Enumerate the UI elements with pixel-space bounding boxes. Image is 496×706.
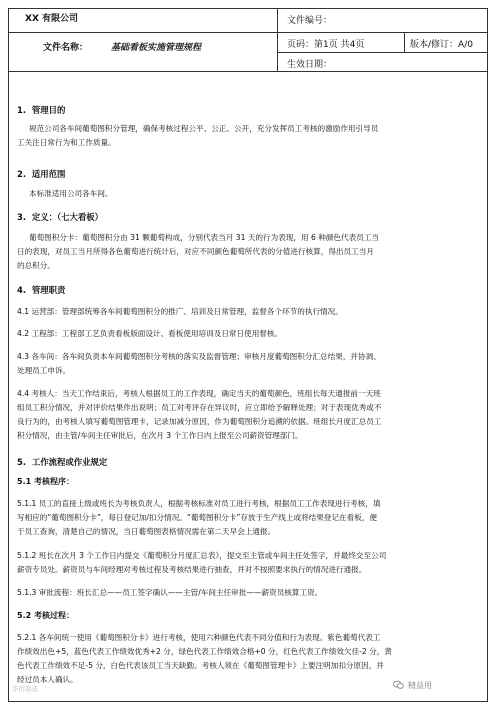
brand-watermark: 精益用	[408, 681, 432, 690]
faint-watermark: 华侨制造	[12, 685, 38, 693]
paragraph-line: 5.1.3 审批流程：班长汇总——员工签字确认——主管/车间主任审批——薪资员核算工资。	[17, 588, 323, 597]
paragraph-line: 5.1.1 员工的直接上级或班长为考核负责人，根据考核标准对员工进行考核，根据员工工作表现进行考核，填	[17, 499, 381, 508]
page-info: 页码：第1页 共4页	[287, 40, 365, 50]
paragraph-line: 本标准适用公司各车间。	[29, 189, 113, 198]
document-body	[8, 72, 488, 702]
paragraph-line: 薪资专员处。薪资员与车间经理对考核过程及考核结果进行抽查，并对不按照要求执行的情况进行通报。	[17, 565, 367, 574]
paragraph-line: 处理员工申诉。	[17, 366, 71, 375]
paragraph-line: 5.2.1 各车间统一使用《葡萄图积分卡》进行考核，使用六种颜色代表不同分值和行为表现。紫色葡萄代表工	[17, 633, 381, 642]
paragraph-line: 5.1.2 班长在次月 3 个工作日内提交《葡萄积分月度汇总表》，提交至主管或车间主任处签字，并最终交至公司	[17, 551, 387, 560]
paragraph-line: 工关注日常行为和工作质量。	[17, 138, 116, 147]
section-5-heading: 5. 工作流程或作业规定	[17, 457, 108, 467]
paragraph-line: 的总积分。	[17, 261, 55, 270]
paragraph-line: 于员工查询，清楚自己的情况，当日葡萄图表格情况需在第二天早会上通报。	[17, 527, 276, 536]
paragraph-line: 规范公司各车间葡萄图积分管理，确保考核过程公平、公正、公开，充分发挥员工考核的激励作用引导员	[29, 124, 379, 133]
paragraph-line: 组员工积分情况，并对评价结果作出说明；员工对考评存在异议时，应立即给予解释处理；对于表现优秀或不	[17, 403, 382, 412]
paragraph-line: 良行为的，由考核人填写葡萄图管理卡，记录加减分原因，作为葡萄图积分追溯的依据。班组长月度汇总员工	[17, 417, 382, 426]
document-page	[8, 8, 488, 702]
section-4-heading: 4. 管理职责	[17, 285, 66, 295]
paragraph-line: 日的表现，对员工当月所得各色葡萄进行统计后，对应不同颜色葡萄所代表的分值进行核算，得出员工当月	[17, 247, 374, 256]
paragraph-line: 4.4 考核人：当天工作结束后，考核人根据员工的工作表现，确定当天的葡萄颜色，班组长每天通报前一天班	[17, 389, 381, 398]
section-2-heading: 2. 适用范围	[17, 169, 66, 179]
paragraph-line: 积分情况，由主管/车间主任审批后，在次月 3 个工作日内上报至公司薪资管理部门。	[17, 431, 303, 440]
paragraph-line: 写相应的“葡萄图积分卡”，每日登记加/扣分情况。“葡萄图积分卡”存放于生产线上或将结果登记在看板，便	[17, 513, 378, 522]
paragraph-line: 色代表工作绩效不足-5 分，白色代表该员工当天缺勤。考核人须在《葡萄图管理卡》上要注明加扣分原因，并	[17, 661, 384, 670]
company-name: XX 有限公司	[25, 14, 79, 24]
paragraph-line: 4.3 各车间：各车间负责本车间葡萄图积分考核的落实及监督管理；审核月度葡萄图积分汇总结果，并协调、	[17, 352, 381, 361]
version-info: 版本/修订：A/0	[410, 40, 473, 50]
file-number-label: 文件编号：	[287, 16, 333, 26]
paragraph-line: 4.2 工程部：工程部工艺负责看板版面设计、看板使用培训及日常日使用督核。	[17, 329, 283, 338]
doc-name-label: 文件名称：	[43, 43, 89, 53]
paragraph-line: 4.1 运营部：管理部统筹各车间葡萄图积分的推广、培训及日常管理，监督各个环节的执行情况。	[17, 307, 343, 316]
wechat-icon	[393, 680, 404, 690]
section-3-heading: 3. 定义：（七大看板）	[17, 212, 104, 222]
subsection-5-1-heading: 5.1 考核程序：	[17, 477, 74, 486]
paragraph-line: 作绩效出色+5，蓝色代表工作绩效优秀+2 分，绿色代表工作绩效合格+0 分，红色代表工作绩效欠佳-2 分，黄	[17, 647, 392, 656]
doc-name-value: 基础看板实施管理规程	[111, 43, 202, 53]
subsection-5-2-heading: 5.2 考核过程：	[17, 611, 74, 620]
paragraph-line: 经过员本人确认。	[17, 675, 78, 684]
paragraph-line: 葡萄图积分卡：葡萄图积分由 31 颗葡萄构成，分别代表当月 31 天的行为表现，用 6 种颜色代表员工当	[29, 233, 379, 242]
document-header-table	[8, 8, 488, 72]
effective-date-label: 生效日期：	[287, 60, 333, 70]
section-1-heading: 1. 管理目的	[17, 105, 66, 115]
